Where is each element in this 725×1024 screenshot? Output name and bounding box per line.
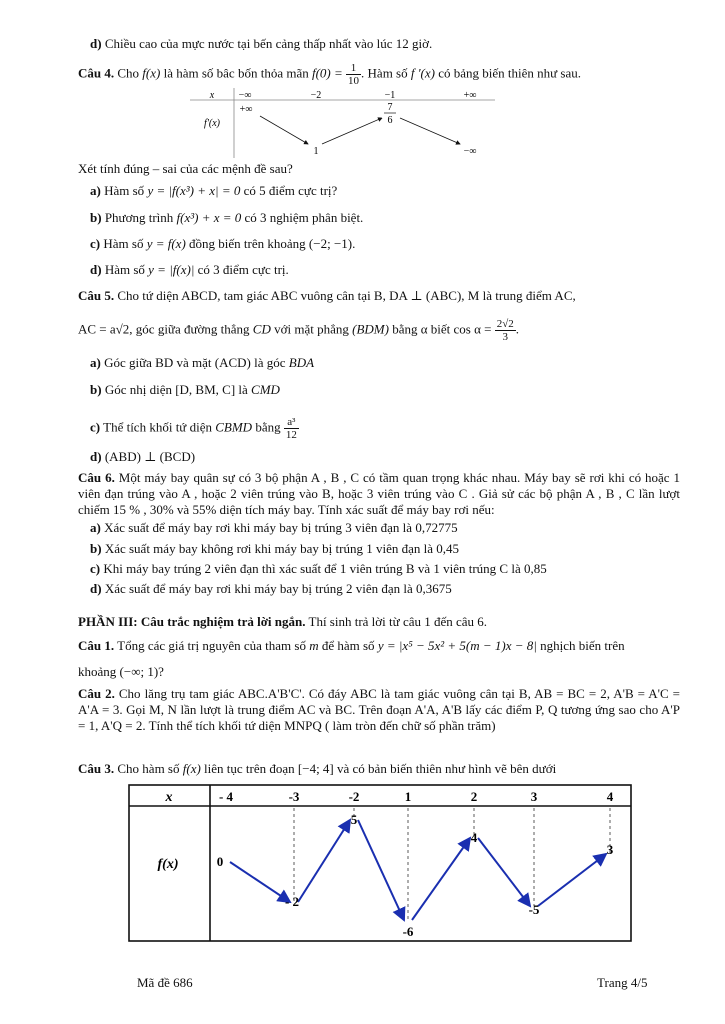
t3-arrow — [298, 820, 350, 902]
q4-top-left: +∞ — [239, 104, 253, 115]
q4-x-val: −1 — [384, 90, 396, 101]
q4-bottom-mid: 1 — [313, 146, 319, 157]
q4-variation-table — [190, 88, 500, 158]
q3-item-d: d) Chiều cao của mực nước tại bến cảng thấp nhất vào lúc 12 giờ. — [90, 36, 433, 51]
q4-x-val: −2 — [310, 90, 322, 101]
part3-heading: PHẦN III: Câu trắc nghiệm trả lời ngắn. Thí sinh trả lời từ câu 1 đến câu 6. — [78, 614, 488, 629]
q4-prompt: Xét tính đúng – sai của các mệnh đề sau? — [78, 161, 293, 176]
q4-item-d: d) Hàm số y = |f(x)| có 3 điểm cực trị. — [90, 262, 289, 277]
t3-f-value: 5 — [350, 812, 358, 827]
q4-x-val: −∞ — [238, 90, 252, 101]
q5-item-c: c) Thể tích khối tứ diện CBMD bằng $\frac{\text{a³}}{12}$ — [90, 416, 297, 441]
q4-top-mid-den: 6 — [387, 115, 393, 126]
t3-x-value: -3 — [288, 789, 300, 804]
q4-item-b: b) Phương trình f(x³) + x = 0 có 3 nghiệm phân biệt. — [90, 210, 364, 225]
q4-item-a: a) Hàm số y = |f(x³) + x| = 0 có 5 điểm cực trị? — [90, 183, 338, 198]
q5-line1: Câu 5. Cho tứ diện ABCD, tam giác ABC vuông cân tại B, DA ⊥ (ABC), M là trung điểm AC, — [78, 288, 576, 303]
part3-c2: Câu 2. Cho lăng trụ tam giác ABC.A'B'C'. Có đáy ABC là tam giác vuông cân tại B, AB = BC = 2, A'B = A'C = A'A = 3. Gọi M, N lần lượt là trung điểm AC và BC. Trên đoạn A'A, A'B lấy các điểm P, Q tương ứng sao cho A'P = 1, A'Q = 2. Tính thể tích khối tứ diện MNPQ ( làm tròn đến chữ số phần trăm) — [78, 686, 680, 733]
t3-f-value: -6 — [402, 924, 414, 939]
q4-top-mid-num: 7 — [387, 102, 393, 113]
t3-x-value: - 4 — [218, 789, 234, 804]
footer-page: Trang 4/5 — [597, 975, 648, 990]
q6-item-c: c) Khi máy bay trúng 2 viên đạn thì xác suất để 1 viên trúng B và 1 viên trúng C là 0,85 — [90, 561, 547, 576]
t3-f-label: f(x) — [157, 857, 179, 872]
part3-c3: Câu 3. Cho hàm số f(x) liên tục trên đoạn [−4; 4] và có bản biến thiên như hình vẽ bên dưới — [78, 761, 557, 776]
part3-c1-cont: khoảng (−∞; 1)? — [78, 664, 164, 679]
q4-x-val: +∞ — [463, 90, 477, 101]
q4-item-c: c) Hàm số y = f(x) đồng biến trên khoảng (−2; −1). — [90, 236, 356, 251]
t3-x-value: 1 — [404, 789, 412, 804]
q4-x-label: x — [209, 90, 215, 101]
q6-paragraph: Câu 6. Một máy bay quân sự có 3 bộ phận A , B , C có tầm quan trọng khác nhau. Máy bay sẽ rơi khi có hoặc 1 viên đạn trúng vào A , hoặc 2 viên trúng vào B, hoặc 3 viên trúng vào C . Giả sử các bộ phận A , B , C lần lượt chiếm 15 % , 30% và 55% diện tích máy bay. Tính xác suất để máy bay rơi nếu: — [78, 470, 681, 517]
q4-fp-label: f'(x) — [203, 118, 221, 129]
t3-arrow — [538, 854, 606, 906]
t3-f-value: 4 — [470, 830, 478, 845]
t3-x-value: 4 — [606, 789, 614, 804]
t3-arrow — [358, 820, 404, 920]
t3-arrow — [478, 838, 530, 906]
part3-c1: Câu 1. Tổng các giá trị nguyên của tham số m để hàm số y = |x⁵ − 5x² + 5(m − 1)x − 8| nghịch biến trên — [78, 638, 625, 653]
footer-code: Mã đề 686 — [137, 975, 193, 990]
q6-item-a: a) Xác suất để máy bay rơi khi máy bay bị trúng 3 viên đạn là 0,72775 — [90, 520, 458, 535]
q3-variation-table — [128, 784, 634, 944]
q4-bottom-right: −∞ — [463, 146, 477, 157]
q5-line2: AC = a√2, góc giữa đường thẳng CD với mặt phẳng (BDM) bằng α biết cos α = $\frac{2√2}{3}$ . — [78, 318, 520, 343]
q5-item-a: a) Góc giữa BD và mặt (ACD) là góc BDA — [90, 355, 315, 370]
t3-x-value: -2 — [348, 789, 360, 804]
q6-item-b: b) Xác suất máy bay không rơi khi máy bay bị trúng 1 viên đạn là 0,45 — [90, 541, 459, 556]
t3-f-value: 3 — [606, 842, 614, 857]
t3-x-value: 2 — [470, 789, 478, 804]
q6-item-d: d) Xác suất để máy bay rơi khi máy bay bị trúng 2 viên đạn là 0,3675 — [90, 581, 452, 596]
t3-arrow — [412, 838, 470, 920]
t3-x-value: 3 — [530, 789, 538, 804]
q4-intro: Câu 4. Cho f(x) là hàm số bâc bốn thỏa mãn f(0) = $\frac{1}{10}$ . Hàm số f '(x) có bảng biến thiên như sau. — [78, 62, 581, 87]
t3-arrow — [230, 862, 290, 902]
t3-f-value: - 2 — [284, 894, 300, 909]
t3-f-value: -5 — [528, 902, 540, 917]
q5-item-d: d) (ABD) ⊥ (BCD) — [90, 449, 196, 464]
t3-f-value: 0 — [216, 854, 224, 869]
t3-x-label: x — [165, 790, 173, 805]
q5-item-b: b) Góc nhị diện [D, BM, C] là CMD — [90, 382, 280, 397]
